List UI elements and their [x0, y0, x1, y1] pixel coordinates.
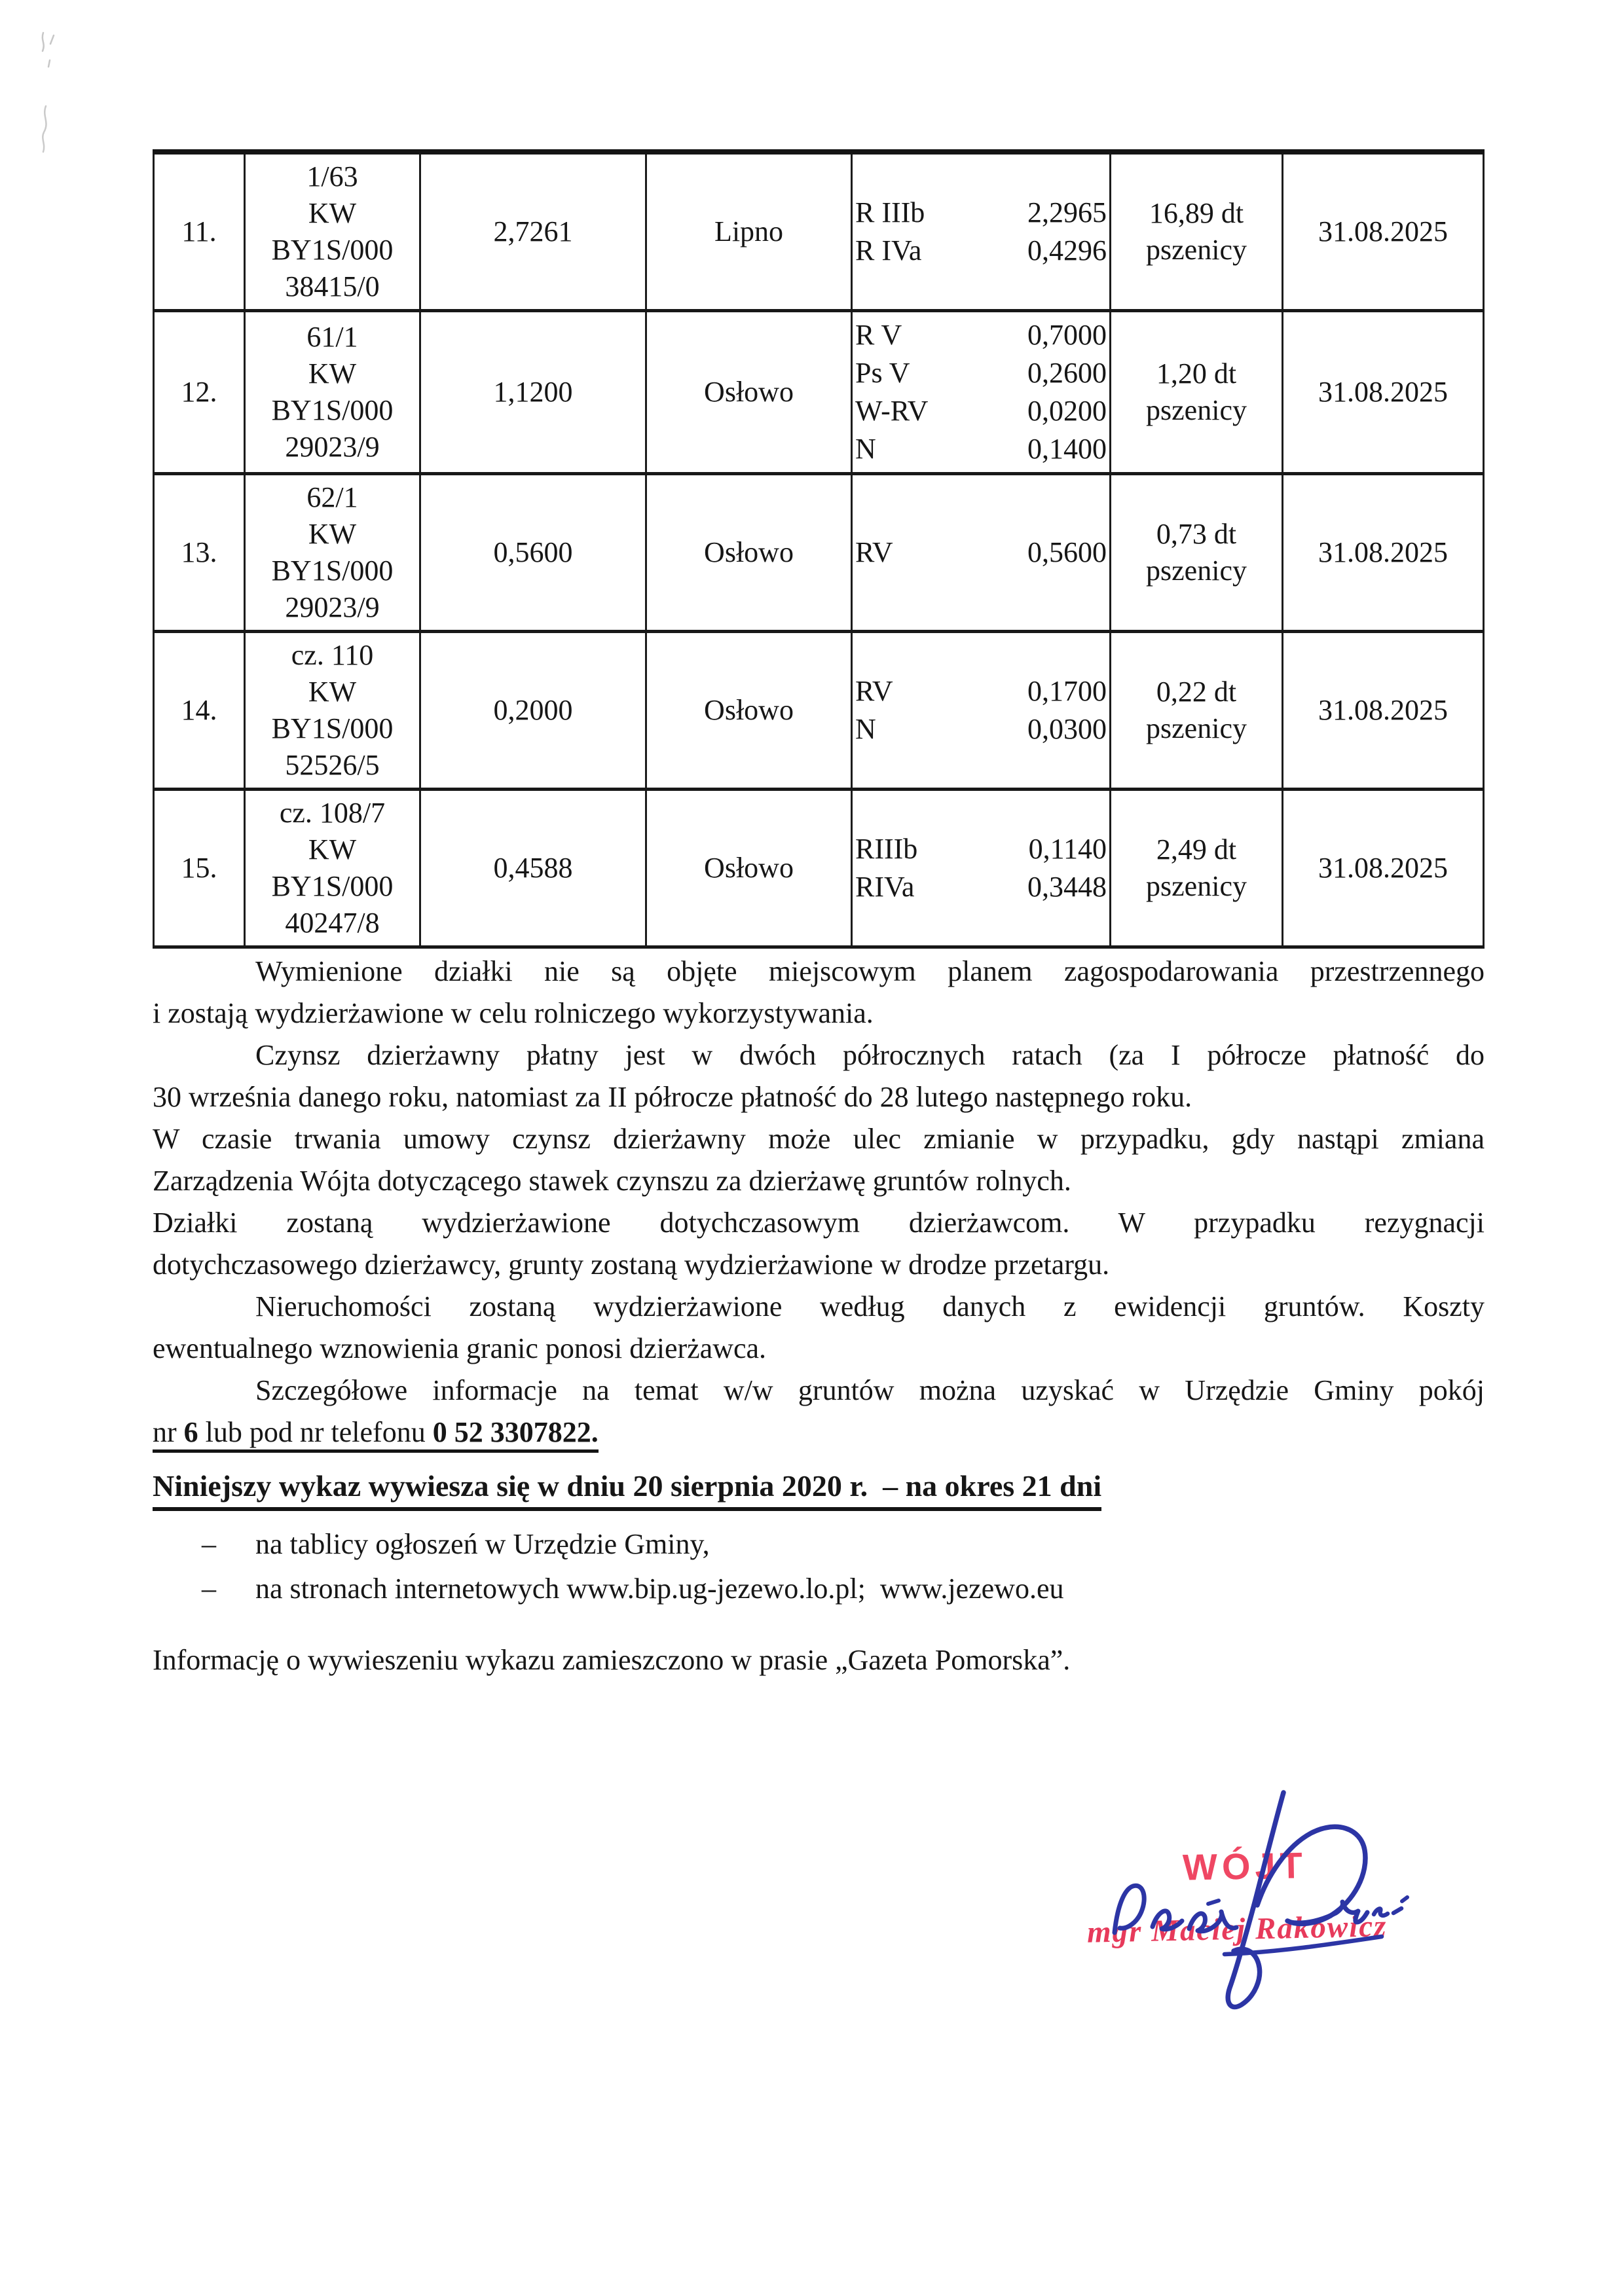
press-info-line: Informację o wywieszeniu wykazu zamieszczono w prasie „Gazeta Pomorska”. — [153, 1644, 1071, 1676]
cell-land-classes — [852, 474, 1111, 632]
cell-lease-end-date: 31.08.2025 — [1283, 311, 1484, 474]
cell-lease-end-date: 31.08.2025 — [1283, 790, 1484, 947]
land-class-entry: N 0,0300 — [855, 713, 1107, 745]
cell-village: Lipno — [646, 152, 852, 311]
parcel-id-line: 40247/8 — [285, 907, 380, 939]
cell-rent — [1111, 474, 1283, 632]
body-text-line: Działki zostaną wydzierżawione dotychczasowym dzierżawcom. W przypadku rezygnacji — [153, 1207, 1485, 1239]
cell-ordinal: 15. — [154, 790, 245, 947]
land-class-entry: W-RV 0,0200 — [855, 395, 1107, 427]
rent-line: 0,73 dt — [1156, 518, 1237, 550]
land-class-entry: R IVa 0,4296 — [855, 234, 1107, 266]
cell-ordinal: 13. — [154, 474, 245, 632]
parcel-id-line: cz. 110 — [291, 639, 374, 671]
parcel-id-line: 38415/0 — [285, 270, 380, 302]
parcel-id-line: BY1S/000 — [271, 394, 394, 426]
cell-parcel-id — [245, 311, 420, 474]
parcel-id-line: cz. 108/7 — [279, 797, 386, 829]
mayor-name-stamp: mgr Maciej Rakowicz — [1086, 1909, 1388, 1950]
parcel-id-line: KW — [308, 518, 357, 550]
parcel-id-line: BY1S/000 — [271, 870, 394, 902]
cell-total-area: 0,4588 — [420, 790, 646, 947]
parcel-id-line: 29023/9 — [285, 431, 380, 463]
parcel-id-line: 29023/9 — [285, 591, 380, 623]
rent-line: pszenicy — [1146, 234, 1247, 266]
cell-land-classes — [852, 311, 1111, 474]
cell-rent — [1111, 152, 1283, 311]
rent-line: 1,20 dt — [1156, 357, 1237, 390]
table-row — [154, 632, 1484, 790]
land-class-entry: RIIIb 0,1140 — [855, 833, 1107, 865]
rent-line: pszenicy — [1146, 712, 1247, 744]
rent-line: 16,89 dt — [1149, 197, 1244, 229]
rent-line: 0,22 dt — [1156, 676, 1237, 708]
cell-village: Osłowo — [646, 474, 852, 632]
cell-rent — [1111, 632, 1283, 790]
parcels-table-body — [154, 152, 1484, 947]
list-dash-marker: – — [202, 1573, 216, 1605]
land-class-entry: N 0,1400 — [855, 433, 1107, 465]
rent-line: 2,49 dt — [1156, 833, 1237, 866]
posting-list-item — [153, 1528, 1063, 1561]
cell-parcel-id — [245, 474, 420, 632]
parcel-id-line: BY1S/000 — [271, 712, 394, 744]
land-class-entry: RV 0,1700 — [855, 675, 1107, 707]
body-text-line: Wymienione działki nie są objęte miejscowym planem zagospodarowania przestrzennego — [255, 955, 1485, 987]
posting-notice-heading: Niniejszy wykaz wywiesza się w dniu 20 sierpnia 2020 r. – na okres 21 dni — [153, 1468, 1101, 1511]
parcel-id-line: KW — [308, 197, 357, 229]
body-text-line: Szczegółowe informacje na temat w/w gruntów można uzyskać w Urzędzie Gminy pokój — [255, 1374, 1485, 1406]
cell-total-area: 0,5600 — [420, 474, 646, 632]
parcel-id-line: BY1S/000 — [271, 555, 394, 587]
body-text-line: dotychczasowego dzierżawcy, grunty zostaną wydzierżawione w drodze przetargu. — [153, 1248, 1110, 1281]
body-text-line: Nieruchomości zostaną wydzierżawione według danych z ewidencji gruntów. Koszty — [255, 1290, 1485, 1322]
list-dash-marker: – — [202, 1528, 216, 1560]
cell-village: Osłowo — [646, 790, 852, 947]
parcels-table — [153, 149, 1485, 949]
handwritten-signature — [1061, 1768, 1480, 2030]
parcel-id-line: KW — [308, 676, 357, 708]
cell-ordinal: 14. — [154, 632, 245, 790]
cell-rent — [1111, 311, 1283, 474]
land-class-entry: R IIIb 2,2965 — [855, 196, 1107, 228]
scan-artifact — [34, 29, 67, 75]
parcel-id-line: BY1S/000 — [271, 234, 394, 266]
body-text-line: Zarządzenia Wójta dotyczącego stawek czynszu za dzierżawę gruntów rolnych. — [153, 1165, 1071, 1197]
land-class-entry: RV 0,5600 — [855, 536, 1107, 568]
cell-rent — [1111, 790, 1283, 947]
posting-list-text: na tablicy ogłoszeń w Urzędzie Gminy, — [255, 1528, 710, 1560]
parcel-id-line: 1/63 — [306, 160, 358, 192]
cell-total-area: 0,2000 — [420, 632, 646, 790]
phone-info-line — [153, 1412, 1485, 1453]
mayor-title-stamp: WÓJT — [1182, 1844, 1308, 1888]
body-text-line: i zostają wydzierżawione w celu rolniczego wykorzystywania. — [153, 997, 874, 1029]
cell-land-classes — [852, 790, 1111, 947]
land-class-entry: Ps V 0,2600 — [855, 357, 1107, 389]
parcel-id-line: 52526/5 — [285, 749, 380, 781]
scan-artifact — [34, 103, 67, 156]
cell-ordinal: 11. — [154, 152, 245, 311]
cell-lease-end-date: 31.08.2025 — [1283, 632, 1484, 790]
table-row — [154, 311, 1484, 474]
cell-ordinal: 12. — [154, 311, 245, 474]
cell-parcel-id — [245, 790, 420, 947]
body-text-line: 30 września danego roku, natomiast za II półrocze płatność do 28 lutego następnego roku. — [153, 1081, 1192, 1113]
parcel-id-line: KW — [308, 357, 357, 390]
body-text-line: ewentualnego wznowienia granic ponosi dzierżawca. — [153, 1332, 767, 1364]
land-class-entry: R V 0,7000 — [855, 319, 1107, 351]
cell-parcel-id — [245, 632, 420, 790]
cell-lease-end-date: 31.08.2025 — [1283, 474, 1484, 632]
rent-line: pszenicy — [1146, 394, 1247, 426]
underlined-phone-text: nr 6 lub pod nr telefonu 0 52 3307822. — [153, 1416, 599, 1453]
cell-total-area: 2,7261 — [420, 152, 646, 311]
posting-list-text: na stronach internetowych www.bip.ug-jezewo.lo.pl; www.jezewo.eu — [255, 1573, 1064, 1605]
cell-village: Osłowo — [646, 632, 852, 790]
table-row — [154, 152, 1484, 311]
table-row — [154, 790, 1484, 947]
table-row — [154, 474, 1484, 632]
land-class-entry: RIVa 0,3448 — [855, 871, 1107, 903]
rent-line: pszenicy — [1146, 555, 1247, 587]
cell-total-area: 1,1200 — [420, 311, 646, 474]
posting-list-item — [153, 1573, 1063, 1605]
body-text-line: W czasie trwania umowy czynsz dzierżawny może ulec zmianie w przypadku, gdy nastąpi zmiana — [153, 1123, 1485, 1155]
parcel-id-line: KW — [308, 833, 357, 866]
body-text-line: Czynsz dzierżawny płatny jest w dwóch półrocznych ratach (za I półrocze płatność do — [255, 1039, 1485, 1071]
body-paragraphs — [153, 951, 1485, 1453]
rent-line: pszenicy — [1146, 870, 1247, 902]
cell-land-classes — [852, 632, 1111, 790]
cell-lease-end-date: 31.08.2025 — [1283, 152, 1484, 311]
parcel-id-line: 62/1 — [306, 481, 358, 513]
posting-list — [153, 1528, 1063, 1617]
parcel-id-line: 61/1 — [306, 321, 358, 353]
cell-village: Osłowo — [646, 311, 852, 474]
cell-land-classes — [852, 152, 1111, 311]
cell-parcel-id — [245, 152, 420, 311]
